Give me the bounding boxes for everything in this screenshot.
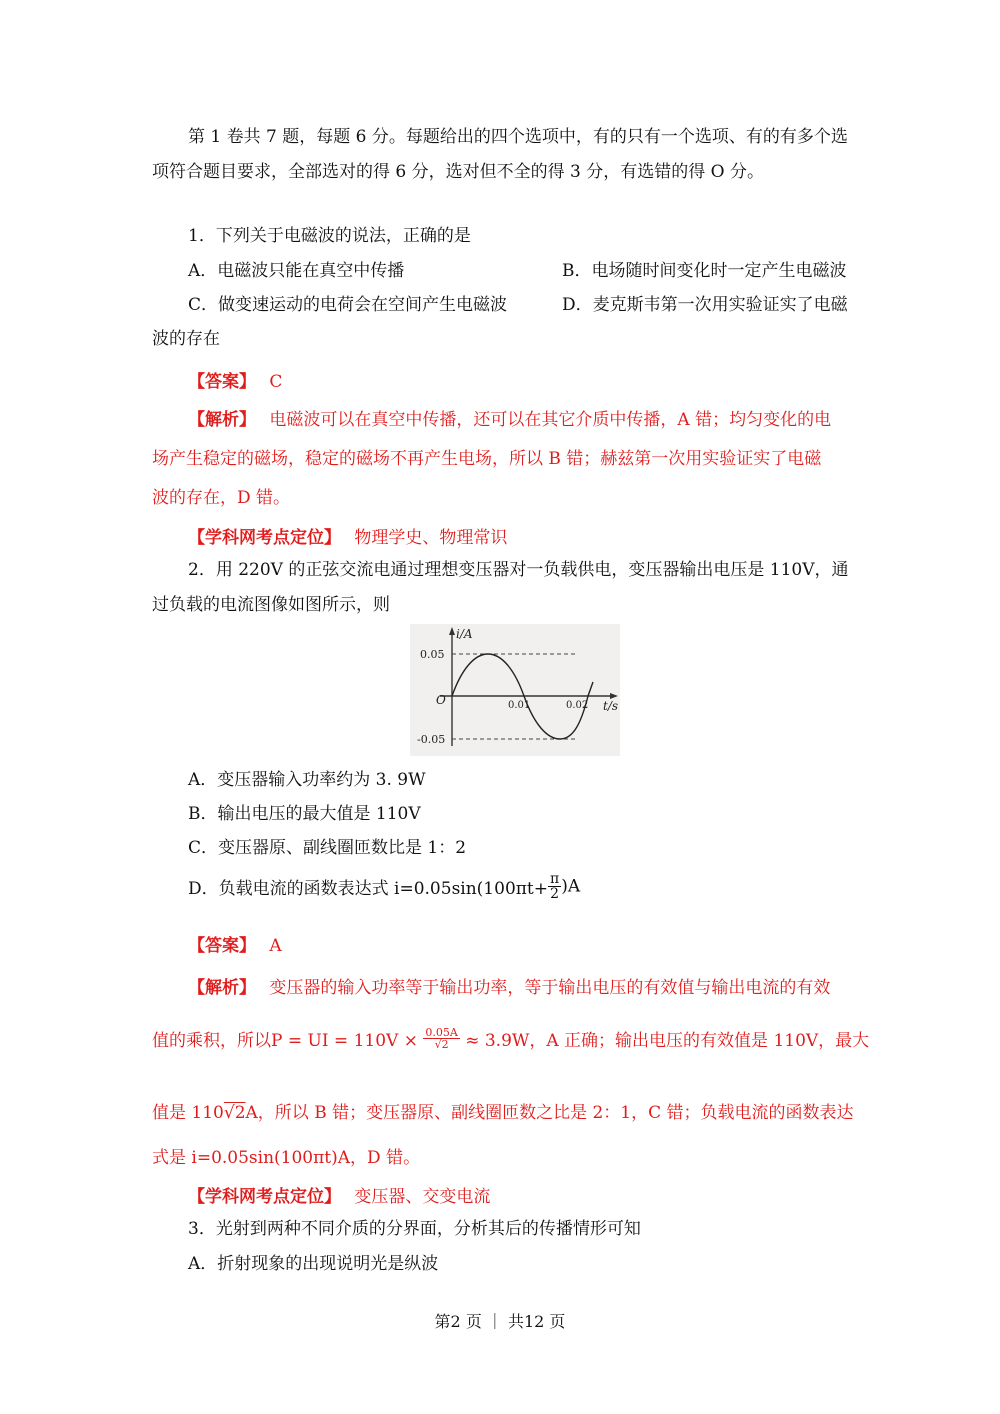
- analysis-3-post: A，所以 B 错；变压器原、副线圈匝数之比是 2：1，C 错；负载电流的函数表达: [245, 1103, 854, 1123]
- y-top-label: 0.05: [420, 648, 445, 661]
- q2-answer: [188, 931, 282, 956]
- x-tick-2-label: 0.02: [566, 700, 589, 711]
- answer-tag: 【答案】: [188, 936, 256, 956]
- kp-text: 变压器、交变电流: [354, 1187, 491, 1207]
- q1-option-a: A．电磁波只能在真空中传播: [188, 261, 405, 281]
- current-over-root2-fraction: [423, 1027, 459, 1050]
- analysis-tag: 【解析】: [188, 410, 256, 430]
- kp-tag: 【学科网考点定位】: [188, 1187, 341, 1207]
- q2-option-a: A．变压器输入功率约为 3. 9W: [188, 770, 426, 790]
- option-d-suffix: )A: [561, 876, 581, 897]
- origin-label: O: [436, 693, 446, 707]
- answer-value: A: [269, 936, 282, 956]
- answer-value: C: [269, 372, 283, 392]
- fraction-denominator: 2: [550, 886, 560, 902]
- q2-analysis-1: [188, 973, 830, 998]
- q1-analysis-3: 波的存在，D 错。: [152, 488, 291, 508]
- fraction-numerator: 0.05A: [425, 1026, 458, 1039]
- fraction-numerator: π: [550, 871, 560, 887]
- q2-analysis-3: [152, 1098, 854, 1123]
- analysis-text: 电磁波可以在真空中传播，还可以在其它介质中传播，A 错；均匀变化的电: [269, 410, 832, 430]
- y-axis-label: i/A: [456, 627, 473, 641]
- fraction-denominator: √2: [434, 1038, 449, 1051]
- root-2: √2: [223, 1103, 246, 1123]
- q1-answer: [188, 367, 282, 392]
- analysis-2-pre: 值的乘积，所以P = UI = 110V ×: [152, 1031, 418, 1051]
- analysis-tag: 【解析】: [188, 978, 256, 998]
- option-d-expression: D．负载电流的函数表达式 i=0.05sin(100πt+: [188, 879, 549, 899]
- q2-option-c: C．变压器原、副线圈匝数比是 1：2: [188, 838, 467, 858]
- analysis-2-post: ≈ 3.9W，A 正确；输出电压的有效值是 110V，最大: [465, 1031, 870, 1051]
- q1-knowledge-point: [188, 523, 507, 548]
- q1-analysis-2: 场产生稳定的磁场，稳定的磁场不再产生电场，所以 B 错；赫兹第一次用实验证实了电磁: [152, 449, 822, 469]
- q2-analysis-4: 式是 i=0.05sin(100πt)A，D 错。: [152, 1148, 421, 1168]
- q1-stem: 1．下列关于电磁波的说法，正确的是: [188, 226, 471, 246]
- x-tick-1-label: 0.01: [508, 700, 531, 711]
- q3-option-a: A．折射现象的出现说明光是纵波: [188, 1254, 439, 1274]
- q3-stem: 3．光射到两种不同介质的分界面，分析其后的传播情形可知: [188, 1219, 641, 1239]
- q1-option-c: C．做变速运动的电荷会在空间产生电磁波: [188, 295, 508, 315]
- q2-analysis-2: [152, 1026, 869, 1051]
- q1-option-d-cont: 波的存在: [152, 329, 220, 349]
- y-bottom-label: -0.05: [417, 733, 446, 746]
- kp-text: 物理学史、物理常识: [354, 528, 508, 548]
- q2-option-d: [188, 872, 580, 901]
- q1-analysis-1: [188, 405, 831, 430]
- q1-option-b: B．电场随时间变化时一定产生电磁波: [562, 261, 847, 281]
- intro-line-1: 第 1 卷共 7 题，每题 6 分。每题给出的四个选项中，有的只有一个选项、有的有多个选: [188, 127, 848, 147]
- q2-stem-2: 过负载的电流图像如图所示，则: [152, 595, 390, 615]
- kp-tag: 【学科网考点定位】: [188, 528, 341, 548]
- q2-stem-1: 2．用 220V 的正弦交流电通过理想变压器对一负载供电，变压器输出电压是 110V，通: [188, 560, 849, 580]
- q1-option-d: D．麦克斯韦第一次用实验证实了电磁: [562, 295, 848, 315]
- pi-over-2-fraction: [548, 872, 561, 901]
- answer-tag: 【答案】: [188, 372, 256, 392]
- current-graph: [410, 624, 620, 756]
- page-footer: 第2 页 ｜ 共12 页: [434, 1312, 566, 1331]
- analysis-text: 变压器的输入功率等于输出功率，等于输出电压的有效值与输出电流的有效: [269, 978, 831, 998]
- q2-option-b: B．输出电压的最大值是 110V: [188, 804, 421, 824]
- analysis-3-pre: 值是 110: [152, 1103, 224, 1123]
- q2-knowledge-point: [188, 1182, 490, 1207]
- x-axis-label: t/s: [603, 699, 619, 713]
- intro-line-2: 项符合题目要求，全部选对的得 6 分，选对但不全的得 3 分，有选错的得 O 分。: [152, 162, 764, 182]
